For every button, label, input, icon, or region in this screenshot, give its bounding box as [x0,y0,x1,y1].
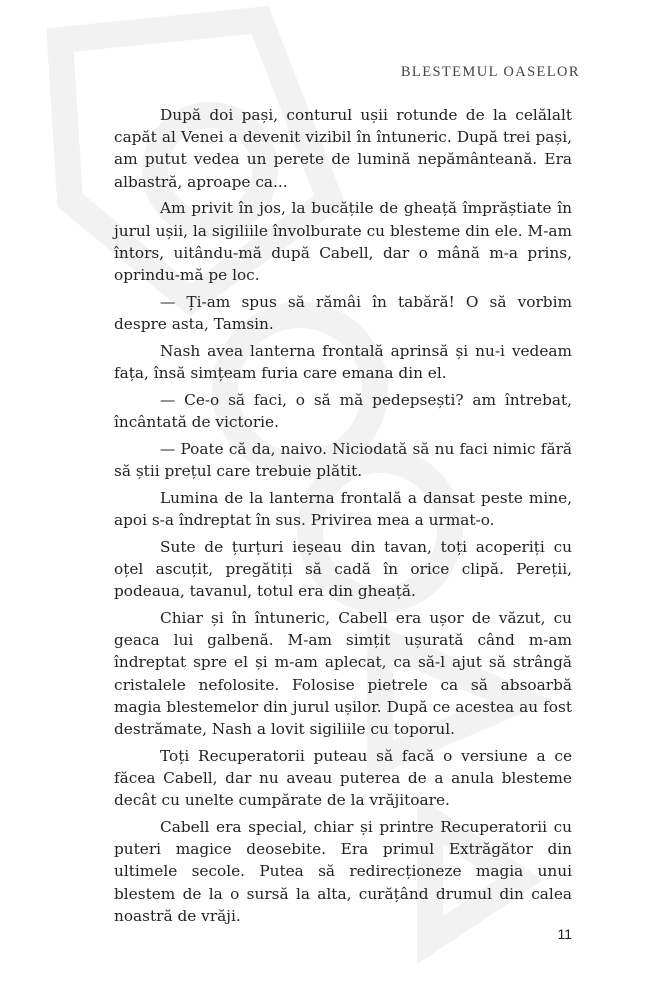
paragraph: Nash avea lanterna frontală aprinsă și nu-i vedeam fața, însă simțeam furia care emana din el. [114,341,572,383]
page-number: 11 [557,926,572,942]
body-text [114,104,572,932]
paragraph: Am privit în jos, la bucățile de gheață împrăștiate în jurul ușii, la sigiliile învolburate cu blesteme din ele. M-am întors, uitându-mă după Cabell, dar o mână m-a prins, oprindu-mă pe loc. [114,199,572,285]
paragraph: — Poate că da, naivo. Niciodată să nu faci nimic fără să știi prețul care trebuie plătit. [114,439,572,481]
paragraph: — Ce-o să faci, o să mă pedepsești? am întrebat, încântată de victorie. [114,390,572,432]
running-header: BLESTEMUL OASELOR [400,64,580,80]
paragraph: Cabell era special, chiar și printre Recuperatorii cu puteri magice deosebite. Era primul Extrăgător din ultimele secole. Putea să redirecționeze magia unui blestem de la o sursă la alta, curățând drumul din calea noastră de vrăji. [114,818,572,925]
paragraph: Toți Recuperatorii puteau să facă o versiune a ce făcea Cabell, dar nu aveau puterea de a anula blesteme decât cu unelte cumpărate de la vrăjitoare. [114,746,572,810]
paragraph: Lumina de la lanterna frontală a dansat peste mine, apoi s-a îndreptat în sus. Privirea mea a urmat-o. [114,488,572,530]
paragraph: — Ți-am spus să rămâi în tabără! O să vorbim despre asta, Tamsin. [114,292,572,334]
paragraph: După doi pași, conturul ușii rotunde de la celălalt capăt al Venei a devenit vizibil în întuneric. După trei pași, am putut vedea un perete de lumină nepământeană. Era albastră, aproape ca... [114,106,572,191]
paragraph: Chiar și în întuneric, Cabell era ușor de văzut, cu geaca lui galbenă. M-am simțit ușurată când m-am îndreptat spre el și m-am aplecat, ca să-l ajut să strângă cristalele nefolosite. Folosise pietrele ca să absoarbă magia blestemelor din jurul ușilor. După ce acestea au fost destrămate, Nash a lovit sigiliile cu toporul. [114,609,572,739]
paragraph: Sute de țurțuri ieșeau din tavan, toți acoperiți cu oțel ascuțit, pregătiți să cadă în orice clipă. Pereții, podeaua, tavanul, totul era din gheață. [114,537,572,601]
